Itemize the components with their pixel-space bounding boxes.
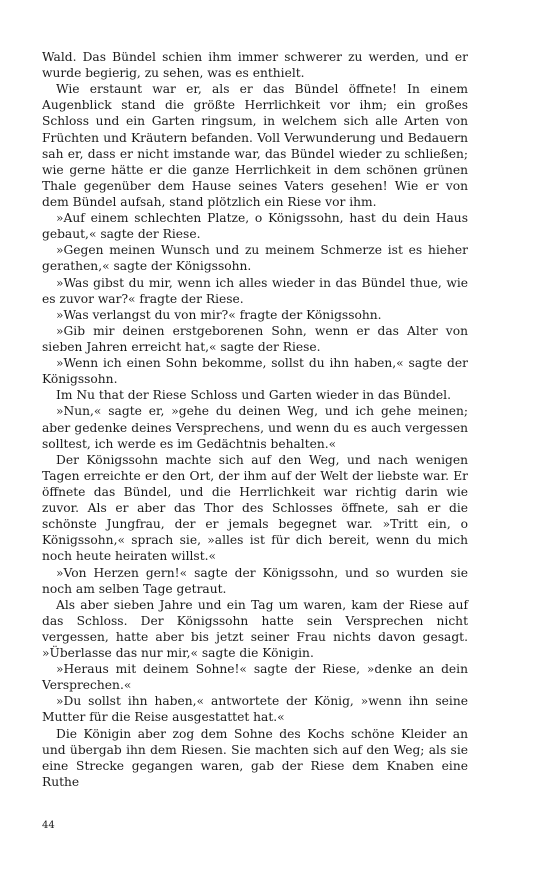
paragraph: Wie erstaunt war er, als er das Bündel öffnete! In einem Augenblick stand die größte Herrlichkeit vor ihm; ein großes Schloss und ein Garten ringsum, in welchem sich alle Arten von Früchten und Kräutern befanden. Voll Verwunderung und Bedauern sah er, dass er nicht imstande war, das Bündel wieder zu schließen; wie gerne hätte er die ganze Herrlichkeit in dem schönen grünen Thale gegenüber dem Hause seines Vaters gesehen! Wie er von dem Bündel aufsah, stand plötzlich ein Riese vor ihm. xyxy=(42,82,468,209)
paragraph: »Was gibst du mir, wenn ich alles wieder in das Bündel thue, wie es zuvor war?« fragte der Riese. xyxy=(42,275,468,306)
paragraph: Der Königssohn machte sich auf den Weg, und nach wenigen Tagen erreichte er den Ort, der ihm auf der Welt der liebste war. Er öffnete das Bündel, und die Herrlichkeit war richtig darin wie zuvor. Als er aber das Thor des Schlosses öffnete, sah er die schönste Jungfrau, der er jemals begegnet war. »Tritt ein, o Königssohn,« sprach sie, »alles ist für dich bereit, wenn du mich noch heute heiraten willst.« xyxy=(42,452,468,564)
paragraph: »Von Herzen gern!« sagte der Königssohn, und so wurden sie noch am selben Tage getraut. xyxy=(42,565,468,596)
paragraph-continuation: Wald. Das Bündel schien ihm immer schwerer zu werden, und er wurde begierig, zu sehen, was es enthielt. xyxy=(42,50,468,81)
paragraph: »Heraus mit deinem Sohne!« sagte der Riese, »denke an dein Versprechen.« xyxy=(42,662,468,693)
paragraph: »Gib mir deinen erstgeborenen Sohn, wenn er das Alter von sieben Jahren erreicht hat,« sagte der Riese. xyxy=(42,323,468,354)
body-text xyxy=(42,49,468,790)
paragraph: »Nun,« sagte er, »gehe du deinen Weg, und ich gehe meinen; aber gedenke deines Versprechens, und wenn du es auch vergessen solltest, ich werde es im Gedächtnis behalten.« xyxy=(42,404,468,451)
paragraph: »Du sollst ihn haben,« antwortete der König, »wenn ihn seine Mutter für die Reise ausgestattet hat.« xyxy=(42,694,468,725)
paragraph: »Wenn ich einen Sohn bekomme, sollst du ihn haben,« sagte der Königssohn. xyxy=(42,356,468,387)
paragraph: »Gegen meinen Wunsch und zu meinem Schmerze ist es hieher gerathen,« sagte der Königssohn. xyxy=(42,243,468,274)
paragraph: Im Nu that der Riese Schloss und Garten wieder in das Bündel. xyxy=(56,388,451,403)
page-number: 44 xyxy=(42,820,55,831)
paragraph: »Auf einem schlechten Platze, o Königssohn, hast du dein Haus gebaut,« sagte der Riese. xyxy=(42,211,468,242)
paragraph: »Was verlangst du von mir?« fragte der Königssohn. xyxy=(56,307,382,322)
paragraph: Als aber sieben Jahre und ein Tag um waren, kam der Riese auf das Schloss. Der Königssohn hatte sein Versprechen nicht vergessen, hatte aber bis jetzt seiner Frau nichts davon gesagt. »Überlasse das nur mir,« sagte die Königin. xyxy=(42,597,468,661)
paragraph: Die Königin aber zog dem Sohne des Kochs schöne Kleider an und übergab ihn dem Riesen. Sie machten sich auf den Weg; als sie eine Strecke gegangen waren, gab der Riese dem Knaben eine Ruthe xyxy=(42,726,468,789)
